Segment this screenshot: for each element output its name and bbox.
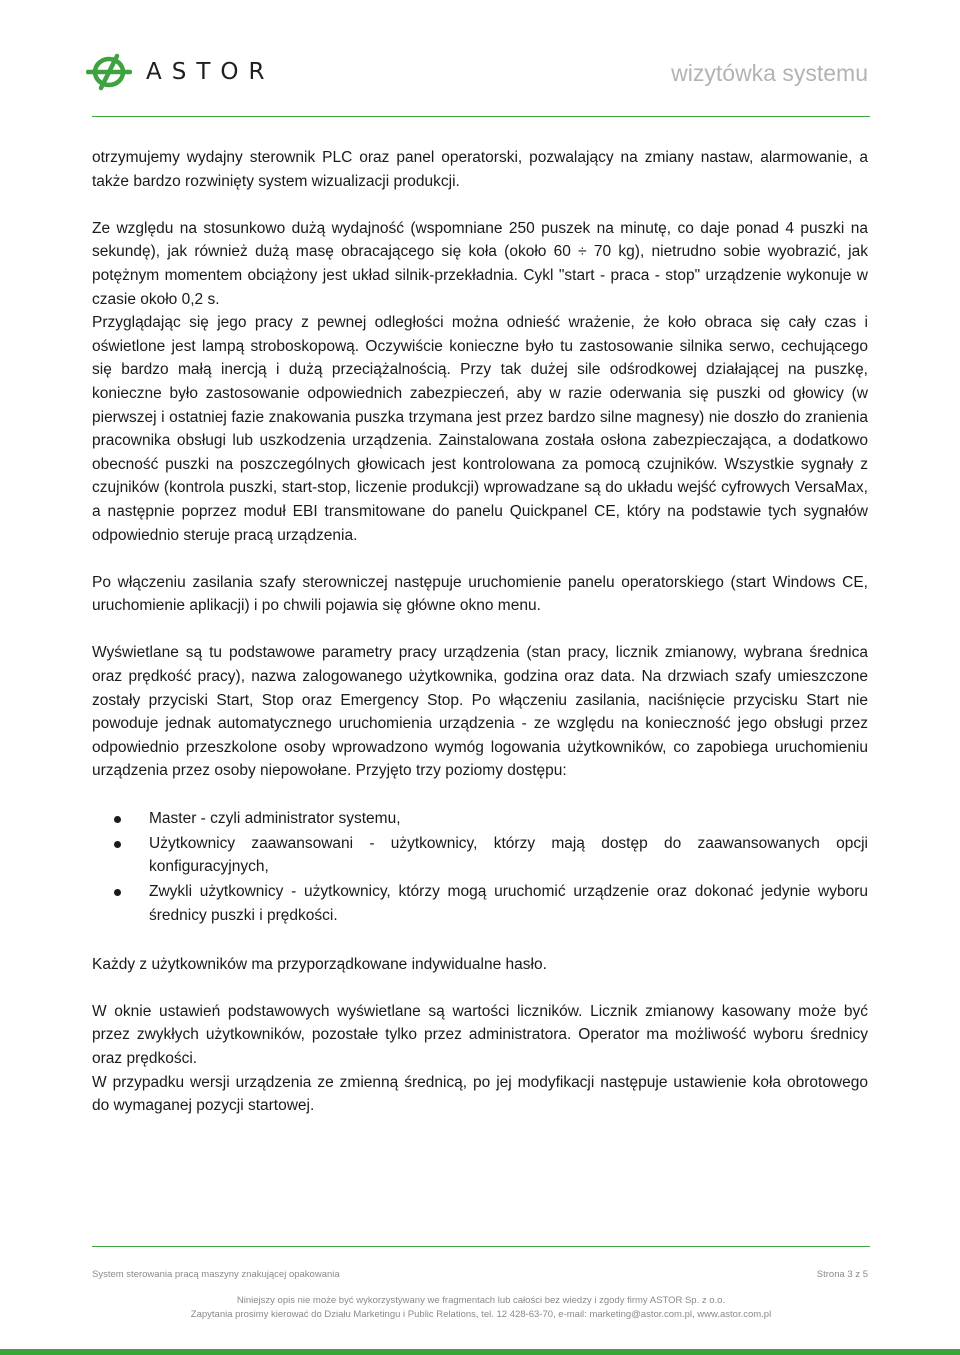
footer-document-title: System sterowania pracą maszyny znakującej opakowania	[92, 1269, 340, 1280]
header-divider	[92, 116, 870, 117]
footer-copyright-note: Niniejszy opis nie może być wykorzystywany we fragmentach lub całości bez wiedzy i zgody firmy ASTOR Sp. z o.o.	[236, 1295, 726, 1306]
astor-logo-icon	[86, 52, 132, 92]
list-item: Użytkownicy zaawansowani - użytkownicy, którzy mają dostęp do zaawansowanych opcji konfiguracyjnych,	[92, 832, 868, 879]
paragraph: W przypadku wersji urządzenia ze zmienną średnicą, po jej modyfikacji następuje ustawienie koła obrotowego do wymaganej pozycji startowej.	[92, 1073, 868, 1115]
bottom-accent-bar	[0, 1349, 960, 1355]
footer-divider	[92, 1246, 870, 1247]
header-title: wizytówka systemu	[671, 60, 868, 86]
logo-text: ASTOR	[146, 59, 275, 85]
access-levels-list	[92, 807, 868, 928]
list-item: Master - czyli administrator systemu,	[92, 807, 868, 831]
paragraph: Ze względu na stosunkowo dużą wydajność (wspomniane 250 puszek na minutę, co daje ponad 4 puszki na sekundę), jak również dużą masę obracającego się koła (około 60 ÷ 70 kg), nietrudno sobie wyobrazić, jak potężnym momentem obciążony jest układ silnik-przekładnia. Cykl "start - praca - stop" urządzenie wykonuje w czasie około 0,2 s.	[92, 219, 868, 308]
bullet-icon	[114, 816, 121, 823]
paragraph: Po włączeniu zasilania szafy sterowniczej następuje uruchomienie panelu operatorskiego (start Windows CE, uruchomienie aplikacji) i po chwili pojawia się główne okno menu.	[92, 573, 868, 615]
astor-logo	[86, 52, 274, 92]
paragraph: Wyświetlane są tu podstawowe parametry pracy urządzenia (stan pracy, licznik zmianowy, wybrana średnica oraz prędkość pracy), nazwa zalogowanego użytkownika, godzina oraz data. Na drzwiach szafy umieszczone zostały przyciski Start, Stop oraz Emergency Stop. Po włączeniu zasilania, naciśnięcie przycisku Start nie powoduje jednak automatycznego uruchomienia urządzenia - ze względu na konieczność jego obsługi przez odpowiednio przeszkolone osoby wprowadzono wymóg logowania użytkowników, co zapobiega uruchomieniu urządzenia przez osoby niepowołane. Przyjęto trzy poziomy dostępu:	[92, 644, 868, 780]
bullet-icon	[114, 841, 121, 848]
paragraph: Przyglądając się jego pracy z pewnej odległości można odnieść wrażenie, że koło obraca się cały czas i oświetlone jest lampą stroboskopową. Oczywiście konieczne było tu zastosowanie silnika serwo, cechującego się bardzo małą inercją i dużą przeciążalnością. Przy tak dużej sile odśrodkowej działającej na puszkę, konieczne było zastosowanie odpowiednich zabezpieczeń, aby w razie oderwania się puszki od głowicy (w pierwszej i ostatniej fazie znakowania puszka trzymana jest przez bardzo silne magnesy) nie doszło do zranienia pracownika obsługi lub uszkodzenia urządzenia. Zainstalowana została osłona zabezpieczająca, a dodatkowo obecność puszki na poszczególnych głowicach jest kontrolowana za pomocą czujników. Wszystkie sygnały z czujników (kontrola puszki, start-stop, liczenie produkcji) wprowadzane są do układu wejść cyfrowych VersaMax, a następnie poprzez moduł EBI transmitowane do panelu Quickpanel CE, który na podstawie tych sygnałów odpowiednio steruje pracą urządzenia.	[92, 314, 868, 544]
page-number: Strona 3 z 5	[816, 1269, 868, 1280]
list-item: Zwykli użytkownicy - użytkownicy, którzy mogą uruchomić urządzenie oraz dokonać jedynie wyboru średnicy puszki i prędkości.	[92, 880, 868, 927]
document-body	[92, 146, 868, 1118]
paragraph: otrzymujemy wydajny sterownik PLC oraz panel operatorski, pozwalający na zmiany nastaw, alarmowanie, a także bardzo rozwinięty system wizualizacji produkcji.	[92, 149, 868, 190]
footer-contact-info: Zapytania prosimy kierować do Działu Marketingu i Public Relations, tel. 12 428-63-70, e-mail: marketing@astor.com.pl, www.astor.com.pl	[190, 1309, 772, 1320]
paragraph: W oknie ustawień podstawowych wyświetlane są wartości liczników. Licznik zmianowy kasowany może być przez zwykłych użytkowników, pozostałe tylko przez administratora. Operator ma możliwość wyboru średnicy oraz prędkości.	[92, 1002, 868, 1068]
paragraph: Każdy z użytkowników ma przyporządkowane indywidualne hasło.	[92, 955, 547, 973]
bullet-icon	[114, 889, 121, 896]
